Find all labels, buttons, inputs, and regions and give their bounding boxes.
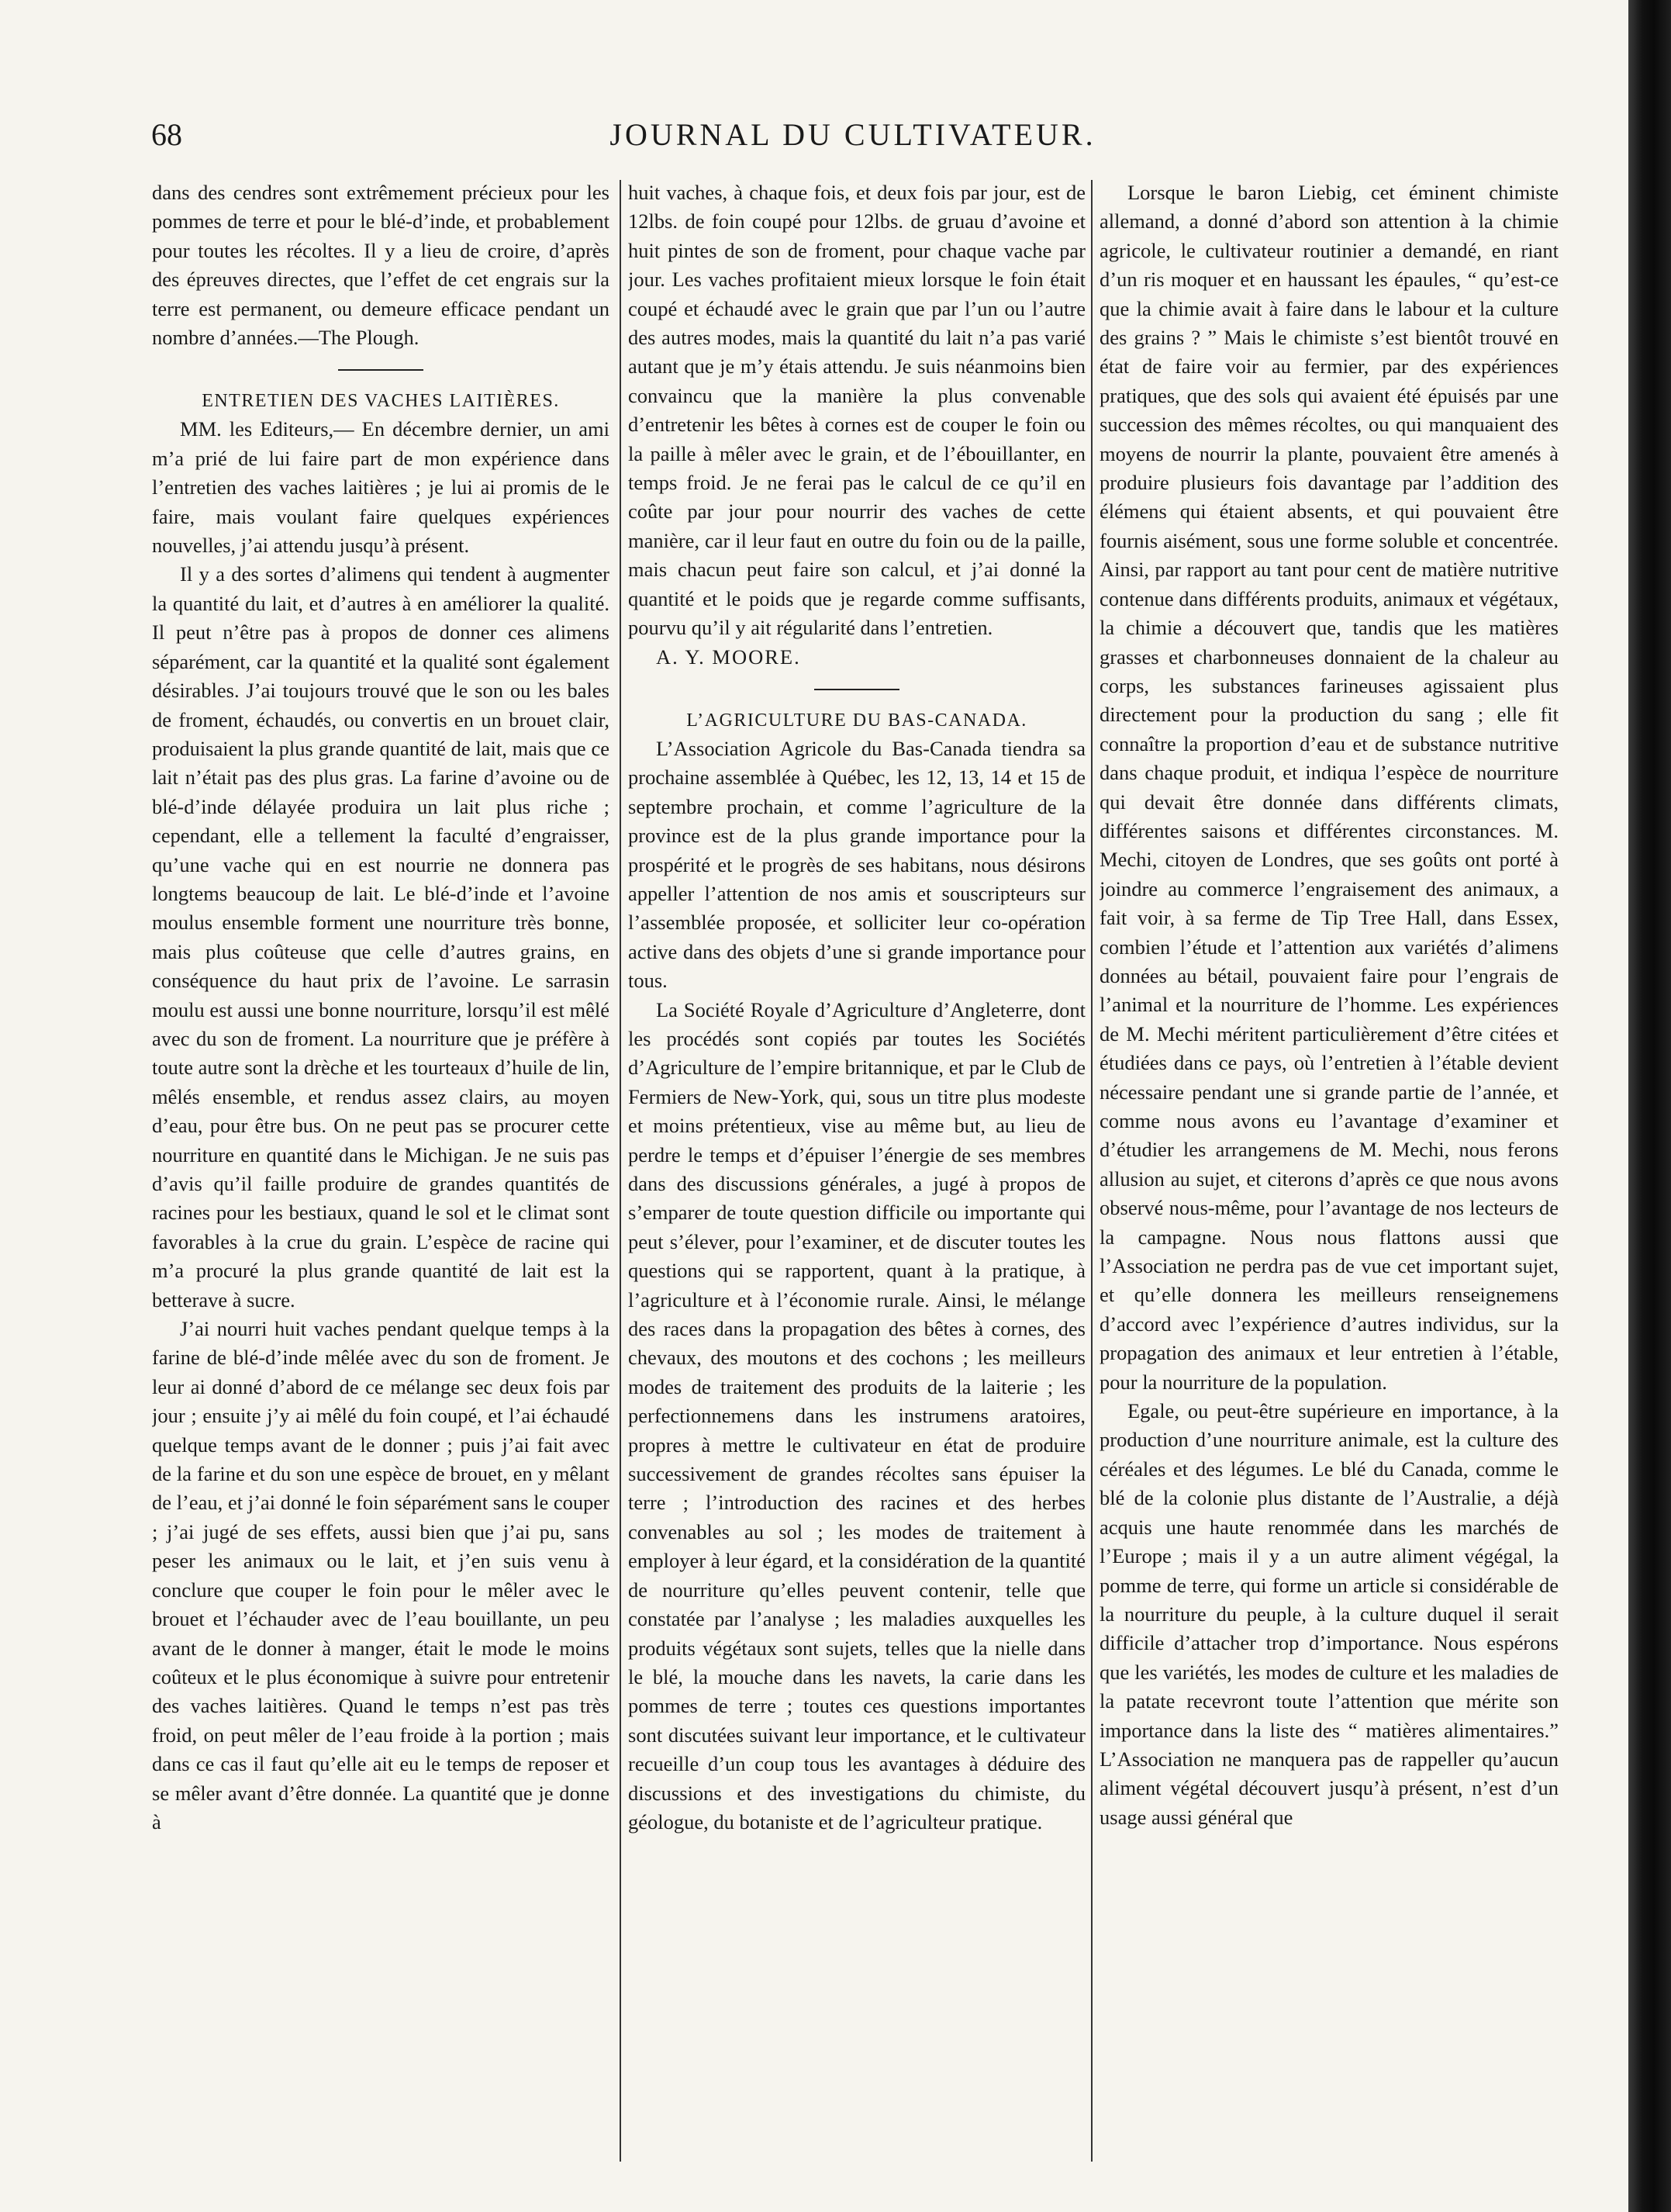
- paragraph: L’Association Agricole du Bas-Canada tiendra sa prochaine assemblée à Québec, les 12, 13, 14 et 15 de septembre prochain, et comme l’agriculture de la province est de la plus grande importance pour la prospérité et le progrès de ses habitans, nous désirons appeller l’attention de nos amis et souscripteurs sur l’assemblée proposée, et solliciter leur co-opération active dans des objets d’une si grande importance pour tous.: [628, 736, 1086, 993]
- paragraph-continued: huit vaches, à chaque fois, et deux fois par jour, est de 12lbs. de foin coupé pour 12lbs. de gruau d’avoine et huit pintes de son de froment, pour chaque vache par jour. Les vaches profitaient mieux lorsque le foin était coupé et échaudé avec le grain que par l’un ou l’autre des autres modes, mais la quantité du lait n’a pas varié autant que je m’y étais attendu. Je suis néanmoins bien convaincu que la manière la plus convenable d’entretenir les bêtes à cornes est de couper le foin ou la paille à mêler avec le grain, et de l’ébouillanter, en temps froid. Je ne ferai pas le calcul de ce qu’il en coûte par jour pour nourrir des vaches de cette manière, car il leur faut en outre du foin ou de la paille, mais chacun peut faire son calcul, et j’ai donné la quantité et le poids que je regarde comme suffisants, pourvu qu’il y ait régularité dans l’entretien.: [628, 181, 1086, 640]
- column-1: [152, 178, 609, 2164]
- page-header: [151, 116, 1555, 155]
- article-title: ENTRETIEN DES VACHES LAITIÈRES.: [202, 391, 560, 412]
- column-separator: [1091, 180, 1093, 2162]
- paragraph: Lorsque le baron Liebig, cet éminent chimiste allemand, a donné d’abord son attention à la chimie agricole, le cultivateur routinier a demandé, en riant d’un ris moquer et en haussant les épaules, “ qu’est-ce que la chimie avait à faire dans le labour et la culture des grains ? ” Mais le chimiste s’est bientôt trouvé en état de faire voir au fermier, par des expériences pratiques, que des sols qui avaient été épuisés par une succession des mêmes récoltes, ou qui manquaient des moyens de nourrir la plante, pouvaient être amenés à produire plusieurs fois davantage par l’addition des élémens qui étaient absents, et qui pouvaient être fournis aisément, sous une forme soluble et concentrée. Ainsi, par rapport au tant pour cent de matière nutritive contenue dans différents produits, animaux et végétaux, la chimie a découvert que, tandis que les matières grasses et charbonneuses donnaient de la chaleur au corps, les substances farineuses agissaient plus directement pour la production du sang ; elle fit connaître la proportion d’eau et de substance nutritive dans chaque produit, et indiqua l’espèce de nourriture qui devait être donnée dans différents climats, différentes saisons et différentes circonstances. M. Mechi, citoyen de Londres, que ses goûts ont porté à joindre au commerce l’engraisement des animaux, a fait voir, à sa ferme de Tip Tree Hall, dans Essex, combien l’étude et l’attention aux variétés d’alimens données au bétail, pouvaient faire pour l’engrais de l’animal et la nourriture de l’homme. Les expériences de M. Mechi méritent particulièrement d’être citées et étudiées dans ce pays, où l’entretien à l’étable devient nécessaire pendant une si grande partie de l’année, et comme nous avons eu l’avantage d’examiner et d’étudier les arrangemens de M. Mechi, nous ferons allusion au sujet, et citerons d’après ce que nous avons observé nous-même, pour l’avantage de nos lecteurs de la campagne. Nous nous flattons aussi que l’Association ne perdra pas de vue cet important sujet, et qu’elle donnera les meilleurs renseignemens d’accord avec l’expérience d’autres individus, sur la propagation des animaux et leur entretien à l’étable, pour la nourriture de la population.: [1100, 181, 1559, 1394]
- paragraph-continued: dans des cendres sont extrêmement précieux pour les pommes de terre et pour le blé-d’inde, et probablement pour toutes les récoltes. Il y a lieu de croire, d’après des épreuves directes, que l’effet de cet engrais sur la terre est permanent, ou demeure efficace pendant un nombre d’années.—The Plough.: [152, 181, 609, 350]
- section-divider: [814, 689, 899, 690]
- article-title: L’AGRICULTURE DU BAS-CANADA.: [686, 710, 1027, 731]
- column-separator: [620, 180, 621, 2162]
- author-signature: A. Y. MOORE.: [656, 645, 801, 669]
- column-3: [1100, 178, 1559, 2164]
- paragraph: J’ai nourri huit vaches pendant quelque temps à la farine de blé-d’inde mêlée avec du son de froment. Je leur ai donné d’abord de ce mélange sec deux fois par jour ; ensuite j’y ai mêlé du foin coupé, et l’ai échaudé quelque temps avant de le donner ; puis j’ai fait avec de la farine et du son une espèce de brouet, en y mêlant de l’eau, et j’ai donné le foin séparément sans le couper ; j’ai jugé de ses effets, aussi bien que j’ai pu, sans peser les animaux ou le lait, et j’en suis venu à conclure que couper le foin pour le mêler avec le brouet et l’échauder avec de l’eau bouillante, un peu avant de le donner à manger, était le mode le moins coûteux et le plus économique à suivre pour entretenir des vaches laitières. Quand le temps n’est pas très froid, on peut mêler de l’eau froide à la portion ; mais dans ce cas il faut qu’elle ait eu le temps de reposer et se mêler avant d’être donnée. La quantité que je donne à: [152, 1317, 609, 1834]
- paragraph: MM. les Editeurs,— En décembre dernier, un ami m’a prié de lui faire part de mon expérience dans l’entretien des vaches laitières ; je lui ai promis de le faire, mais voulant faire quelques expériences nouvelles, j’ai attendu jusqu’à présent.: [152, 417, 609, 558]
- scan-dark-edge: [1628, 0, 1671, 2212]
- page-number: 68: [151, 117, 182, 152]
- running-title: JOURNAL DU CULTIVATEUR.: [609, 117, 1096, 152]
- column-2: [628, 178, 1086, 2164]
- paragraph: Il y a des sortes d’alimens qui tendent à augmenter la quantité du lait, et d’autres à en améliorer la qualité. Il peut n’être pas à propos de donner ces alimens séparément, car la quantité et la qualité sont également désirables. J’ai toujours trouvé que le son ou les bales de froment, échaudés, ou convertis en un brouet clair, produisaient la plus grande quantité de lait, mais que ce lait n’était pas des plus gras. La farine d’avoine ou de blé-d’inde délayée produira un lait plus riche ; cependant, elle a tellement la faculté d’engraisser, qu’une vache qui en est nourrie ne donnera pas longtems beaucoup de lait. Le blé-d’inde et l’avoine moulus ensemble forment une nourriture très bonne, mais plus coûteuse que celle d’autres grains, en conséquence du haut prix de l’avoine. Le sarrasin moulu est aussi une bonne nourriture, lorsqu’il est mêlé avec du son de froment. La nourriture que je préfère à toute autre sont la drèche et les tourteaux d’huile de lin, mêlés ensemble, et rendus assez clairs, au moyen d’eau, pour être bus. On ne peut pas se procurer cette nourriture en quantité dans le Michigan. Je ne suis pas d’avis qu’il faille produire de grandes quantités de racines pour les bestiaux, quand le sol et le climat sont favorables à la crue du grain. L’espèce de racine qui m’a procuré la plus grande quantité de lait est la betterave à sucre.: [152, 562, 609, 1312]
- paragraph: Egale, ou peut-être supérieure en importance, à la production d’une nourriture animale, est la culture des céréales et des légumes. Le blé du Canada, comme le blé de la colonie plus distante de l’Australie, a déjà acquis une haute renommée dans les marchés de l’Europe ; mais il y a un autre aliment végégal, la pomme de terre, qui forme un article si considérable de la nourriture du peuple, à la culture duquel il serait difficile d’attacher trop d’importance. Nous espérons que les variétés, les modes de culture et les maladies de la patate recevront toute l’attention que mérite son importance dans la liste des “ matières alimentaires.” L’Association ne manquera pas de rappeller qu’aucun aliment végétal découvert jusqu’à présent, n’est d’un usage aussi général que: [1100, 1399, 1559, 1829]
- section-divider: [338, 369, 423, 371]
- paragraph: La Société Royale d’Agriculture d’Angleterre, dont les procédés sont copiés par toutes les Sociétés d’Agriculture de l’empire britannique, et par le Club de Fermiers de New-York, qui, sous un titre plus modeste et moins prétentieux, vise au même but, au lieu de perdre le temps et d’épuiser l’énergie de ses membres dans des discussions générales, a jugé à propos de s’emparer de toute question difficile ou importante qui peut s’élever, pour l’examiner, et de discuter toutes les questions qui se rapportent, quant à la pratique, à l’agriculture et à l’économie rurale. Ainsi, le mélange des races dans la propagation des bêtes à cornes, des chevaux, des moutons et des cochons ; les meilleurs modes de traitement des produits de la laiterie ; les perfectionnemens dans les instrumens aratoires, propres à mettre le cultivateur en état de produire successivement de grandes récoltes sans épuiser la terre ; l’introduction des racines et des herbes convenables au sol ; les modes de traitement à employer à leur égard, et la considération de la quantité de nourriture qu’elles peuvent contenir, telle que constatée par l’analyse ; les maladies auxquelles les produits végétaux sont sujets, telles que la nielle dans le blé, la mouche dans les navets, la carie dans les pommes de terre ; toutes ces questions importantes sont discutées suivant leur importance, et le cultivateur recueille d’un coup tous les avantages à déduire des discussions et des investigations du chimiste, du géologue, du botaniste et de l’agriculteur pratique.: [628, 997, 1086, 1834]
